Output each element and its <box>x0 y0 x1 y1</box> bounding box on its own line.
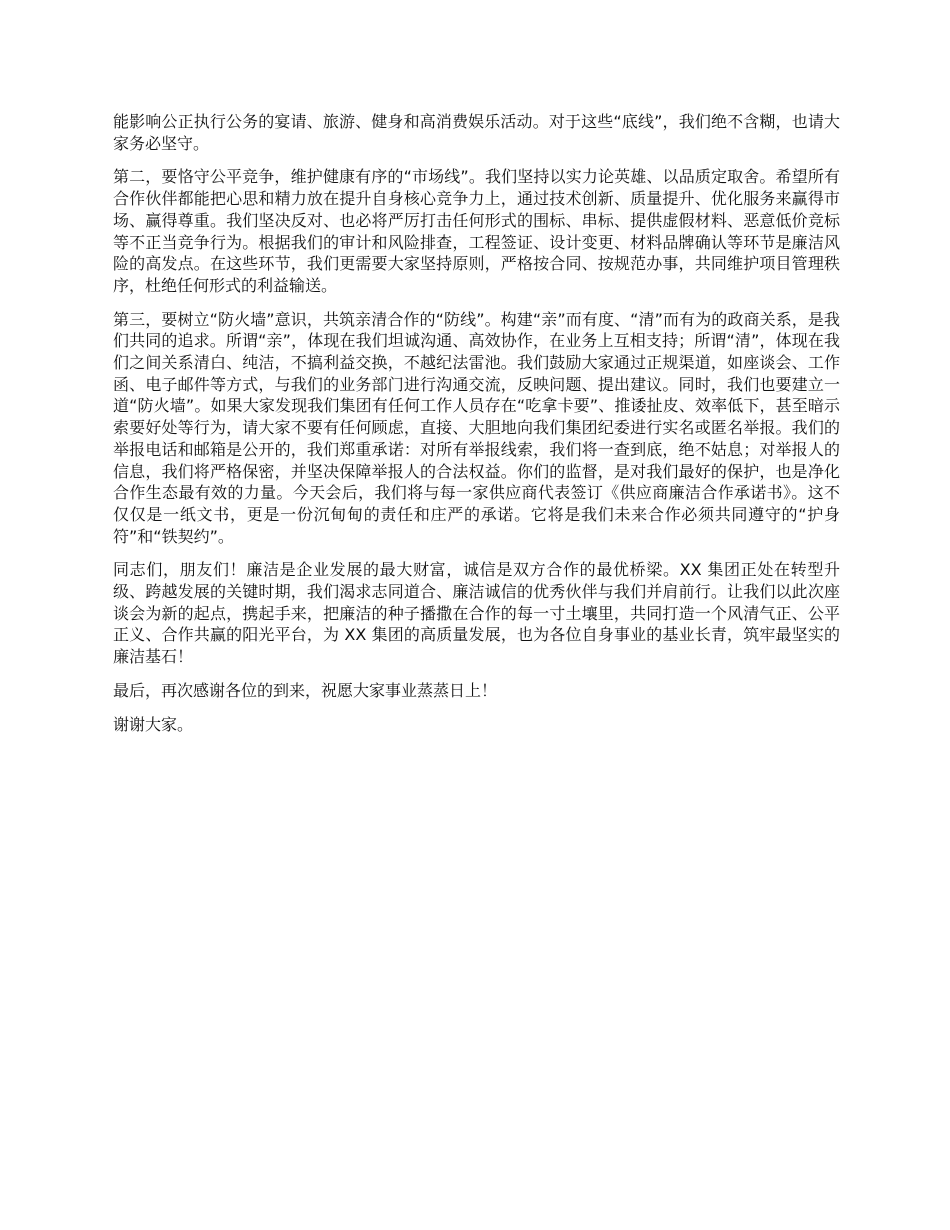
paragraph-4: 同志们，朋友们！廉洁是企业发展的最大财富，诚信是双方合作的最优桥梁。XX 集团正处在转型升级、跨越发展的关键时期，我们渴求志同道合、廉洁诚信的优秀伙伴与我们并肩前行。让我们以此次座谈会为新的起点，携起手来，把廉洁的种子播撒在合作的每一寸土壤里，共同打造一个风清气正、公平正义、合作共赢的阳光平台，为 XX 集团的高质量发展，也为各位自身事业的基业长青，筑牢最坚实的廉洁基石！ <box>113 560 840 667</box>
paragraph-5: 最后，再次感谢各位的到来，祝愿大家事业蒸蒸日上！ <box>113 680 498 700</box>
paragraph-3: 第三，要树立“防火墙”意识，共筑亲清合作的“防线”。构建“亲”而有度、“清”而有为的政商关系，是我们共同的追求。所谓“亲”，体现在我们坦诚沟通、高效协作，在业务上互相支持；所谓“清”，体现在我们之间关系清白、纯洁，不搞利益交换，不越纪法雷池。我们鼓励大家通过正规渠道，如座谈会、工作函、电子邮件等方式，与我们的业务部门进行沟通交流，反映问题、提出建议。同时，我们也要建立一道“防火墙”。如果大家发现我们集团有任何工作人员存在“吃拿卡要”、推诿扯皮、效率低下，甚至暗示索要好处等行为，请大家不要有任何顾虑，直接、大胆地向我们集团纪委进行实名或匿名举报。我们的举报电话和邮箱是公开的，我们郑重承诺：对所有举报线索，我们将一查到底，绝不姑息；对举报人的信息，我们将严格保密，并坚决保障举报人的合法权益。你们的监督，是对我们最好的保护，也是净化合作生态最有效的力量。今天会后，我们将与每一家供应商代表签订《供应商廉洁合作承诺书》。这不仅仅是一纸文书，更是一份沉甸甸的责任和庄严的承诺。它将是我们未来合作必须共同遵守的“护身符”和“铁契约”。 <box>113 309 840 546</box>
paragraph-2: 第二，要恪守公平竞争，维护健康有序的“市场线”。我们坚持以实力论英雄、以品质定取舍。希望所有合作伙伴都能把心思和精力放在提升自身核心竞争力上，通过技术创新、质量提升、优化服务来赢得市场、赢得尊重。我们坚决反对、也必将严厉打击任何形式的围标、串标、提供虚假材料、恶意低价竞标等不正当竞争行为。根据我们的审计和风险排查，工程签证、设计变更、材料品牌确认等环节是廉洁风险的高发点。在这些环节，我们更需要大家坚持原则，严格按合同、按规范办事，共同维护项目管理秩序，杜绝任何形式的利益输送。 <box>113 167 840 295</box>
paragraph-1: 能影响公正执行公务的宴请、旅游、健身和高消费娱乐活动。对于这些“底线”，我们绝不含糊，也请大家务必坚守。 <box>113 112 840 153</box>
document-body <box>113 111 840 747</box>
paragraph-6: 谢谢大家。 <box>113 714 194 734</box>
